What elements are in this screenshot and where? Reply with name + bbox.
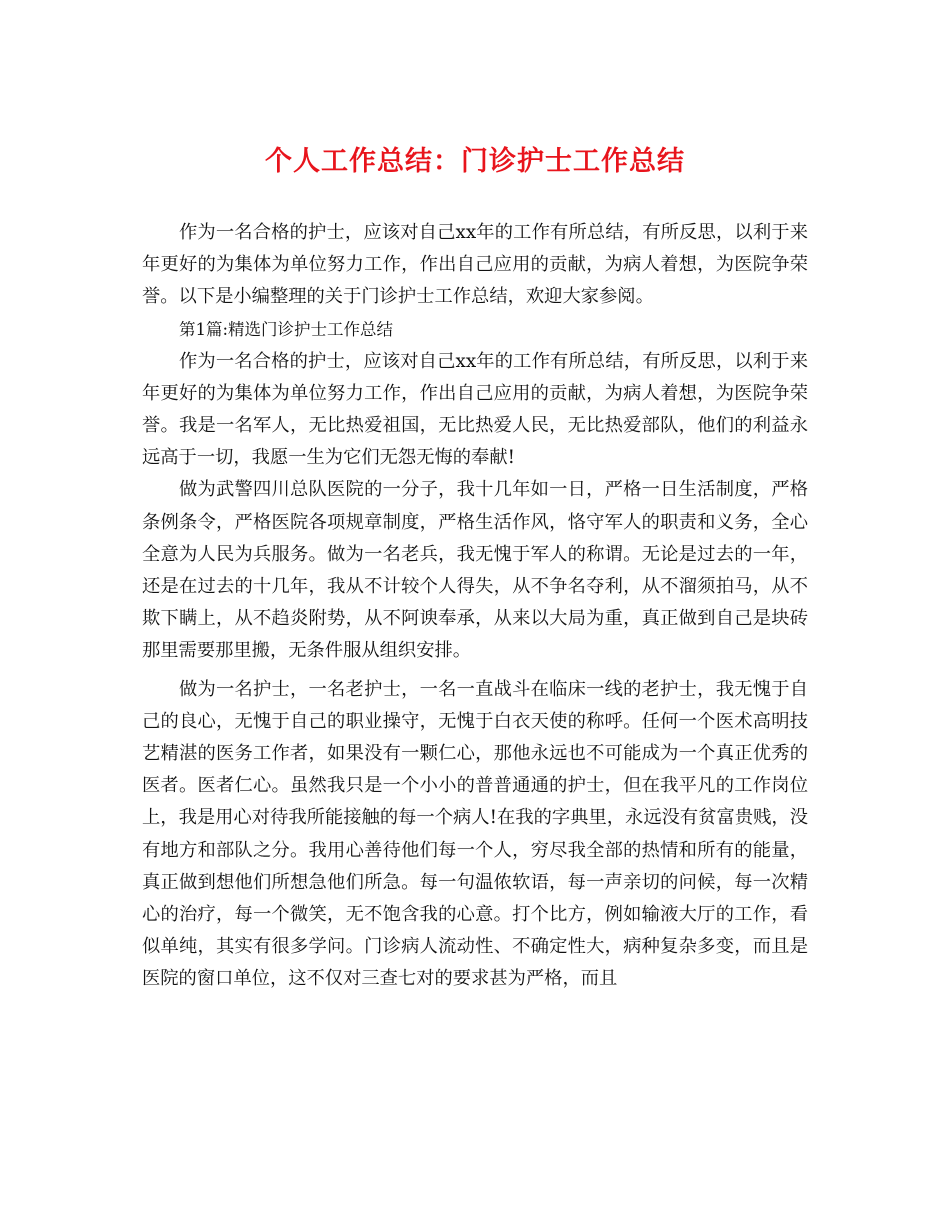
intro-paragraph: 作为一名合格的护士，应该对自己xx年的工作有所总结，有所反思，以利于来年更好的为集体为单位努力工作，作出自己应用的贡献，为病人着想，为医院争荣誉。以下是小编整理的关于门诊护士工作总结，欢迎大家参阅。 — [142, 222, 808, 308]
body-paragraph-3: 做为一名护士，一名老护士，一名一直战斗在临床一线的老护士，我无愧于自己的良心，无愧于自己的职业操守，无愧于白衣天使的称呼。任何一个医术高明技艺精湛的医务工作者，如果没有一颗仁心，那他永远也不可能成为一个真正优秀的医者。医者仁心。虽然我只是一个小小的普普通通的护士，但在我平凡的工作岗位上，我是用心对待我所能接触的每一个病人!在我的字典里，永远没有贫富贵贱，没有地方和部队之分。我用心善待他们每一个人，穷尽我全部的热情和所有的能量，真正做到想他们所想急他们所急。每一句温侬软语，每一声亲切的问候，每一次精心的治疗，每一个微笑，无不饱含我的心意。打个比方，例如输液大厅的工作，看似单纯，其实有很多学问。门诊病人流动性、不确定性大，病种复杂多变，而且是医院的窗口单位，这不仅对三查七对的要求甚为严格，而且 — [142, 678, 808, 990]
section-heading: 第1篇:精选门诊护士工作总结 — [179, 319, 394, 339]
body-paragraph-2: 做为武警四川总队医院的一分子，我十几年如一日，严格一日生活制度，严格条例条令，严格医院各项规章制度，严格生活作风，恪守军人的职责和义务，全心全意为人民为兵服务。做为一名老兵，我无愧于军人的称谓。无论是过去的一年，还是在过去的十几年，我从不计较个人得失，从不争名夺利，从不溜须拍马，从不欺下瞒上，从不趋炎附势，从不阿谀奉承，从来以大局为重，真正做到自己是块砖那里需要那里搬，无条件服从组织安排。 — [142, 479, 808, 662]
document-body — [142, 217, 808, 996]
body-paragraph-1: 作为一名合格的护士，应该对自己xx年的工作有所总结，有所反思，以利于来年更好的为集体为单位努力工作，作出自己应用的贡献，为病人着想，为医院争荣誉。我是一名军人，无比热爱祖国，无比热爱人民，无比热爱部队，他们的利益永远高于一切，我愿一生为它们无怨无悔的奉献! — [142, 350, 808, 469]
document-title: 个人工作总结：门诊护士工作总结 — [265, 146, 685, 177]
